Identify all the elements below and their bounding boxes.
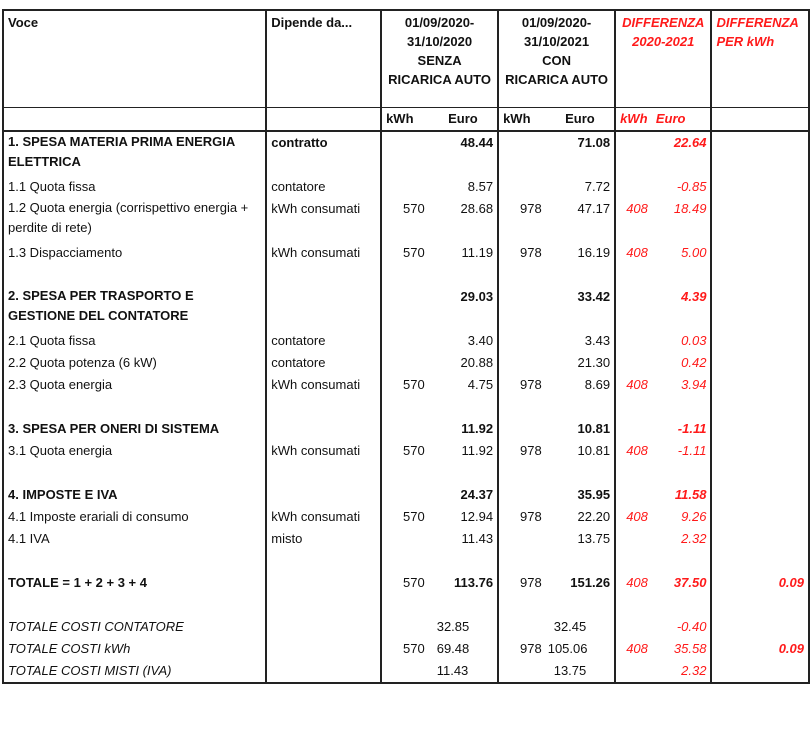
header-period-2020-line: 01/09/2020- — [404, 15, 475, 30]
difference-per-kwh — [711, 616, 809, 638]
spacer-cell — [652, 594, 712, 616]
unit-euro-2020: Euro — [429, 108, 498, 132]
table-row — [3, 528, 809, 550]
summary-row — [3, 616, 809, 638]
difference-per-kwh — [711, 198, 809, 242]
euro-difference: -0.40 — [676, 619, 707, 634]
euro-difference: 0.03 — [681, 333, 707, 348]
spacer-cell — [266, 550, 381, 572]
difference-per-kwh — [711, 418, 809, 440]
section-row — [3, 418, 809, 440]
kwh-difference: 408 — [615, 638, 652, 660]
depends-on — [266, 572, 381, 594]
header-period-2021-line: CON — [542, 53, 571, 68]
spacer-cell — [615, 264, 652, 286]
kwh-difference — [615, 131, 652, 176]
euro-2021: 32.45 — [553, 619, 587, 634]
spacer-cell — [615, 550, 652, 572]
euro-difference: 22.64 — [673, 135, 707, 150]
item-label: 2.2 Quota potenza (6 kW) — [3, 352, 266, 374]
spacer-row — [3, 264, 809, 286]
kwh-difference — [615, 176, 652, 198]
item-label: 1. SPESA MATERIA PRIMA ENERGIA ELETTRICA — [3, 131, 266, 176]
depends-on — [266, 660, 381, 683]
euro-2021: 8.69 — [584, 377, 611, 392]
spacer-row — [3, 594, 809, 616]
difference-per-kwh — [711, 286, 809, 330]
item-label: 2.1 Quota fissa — [3, 330, 266, 352]
spacer-cell — [546, 594, 615, 616]
difference-per-kwh — [711, 484, 809, 506]
header-period-2021-line: 01/09/2020- — [521, 15, 592, 30]
section-row — [3, 484, 809, 506]
spacer-cell — [266, 594, 381, 616]
kwh-2021 — [498, 352, 546, 374]
item-label: TOTALE COSTI kWh — [3, 638, 266, 660]
kwh-difference: 408 — [615, 506, 652, 528]
kwh-2020 — [381, 484, 429, 506]
item-label: TOTALE COSTI MISTI (IVA) — [3, 660, 266, 683]
item-label: 3. SPESA PER ONERI DI SISTEMA — [3, 418, 266, 440]
spacer-cell — [652, 264, 712, 286]
spacer-row — [3, 396, 809, 418]
spacer-cell — [615, 462, 652, 484]
spacer-cell — [381, 594, 429, 616]
header-difference-per-kwh — [711, 10, 809, 108]
kwh-2021: 978 — [498, 440, 546, 462]
spacer-cell — [711, 264, 809, 286]
euro-2021: 16.19 — [577, 245, 611, 260]
kwh-2021 — [498, 528, 546, 550]
euro-2021: 33.42 — [577, 289, 611, 304]
euro-difference: 4.39 — [681, 289, 707, 304]
cost-comparison-table — [2, 9, 810, 684]
kwh-2020 — [381, 330, 429, 352]
unit-euro-diff: Euro — [652, 108, 712, 132]
euro-difference: 0.42 — [681, 355, 707, 370]
depends-on — [266, 638, 381, 660]
euro-difference: 2.32 — [652, 660, 712, 683]
units-per-kwh-empty — [711, 108, 809, 132]
kwh-2021 — [498, 286, 546, 330]
kwh-difference — [615, 528, 652, 550]
euro-difference: 5.00 — [681, 245, 707, 260]
euro-2021: 13.75 — [546, 660, 615, 683]
depends-on: kWh consumati — [266, 374, 381, 396]
spacer-cell — [381, 462, 429, 484]
spacer-cell — [266, 264, 381, 286]
kwh-2021: 978 — [498, 374, 546, 396]
euro-2021: 151.26 — [570, 575, 611, 590]
table-body — [3, 131, 809, 683]
header-period-2021-line: 31/10/2021 — [524, 34, 590, 49]
depends-on — [266, 418, 381, 440]
depends-on — [266, 286, 381, 330]
kwh-2021: 978 — [498, 198, 546, 242]
depends-on: contatore — [266, 330, 381, 352]
spacer-cell — [3, 264, 266, 286]
units-dipende-empty — [266, 108, 381, 132]
header-row — [3, 10, 809, 108]
kwh-2020: 570 — [381, 506, 429, 528]
euro-2020: 24.37 — [460, 487, 494, 502]
kwh-2020 — [381, 176, 429, 198]
item-label: 4.1 Imposte erariali di consumo — [3, 506, 266, 528]
section-row — [3, 131, 809, 176]
table-row — [3, 330, 809, 352]
spacer-cell — [429, 594, 498, 616]
depends-on: kWh consumati — [266, 440, 381, 462]
summary-row — [3, 638, 809, 660]
table-row — [3, 506, 809, 528]
depends-on: contatore — [266, 352, 381, 374]
difference-per-kwh — [711, 374, 809, 396]
header-period-2021 — [498, 10, 615, 108]
header-period-2020-line: SENZA — [417, 53, 462, 68]
depends-on: misto — [266, 528, 381, 550]
item-label: 2.3 Quota energia — [3, 374, 266, 396]
kwh-2020 — [381, 131, 429, 176]
euro-difference: 35.58 — [673, 641, 707, 656]
kwh-2021 — [498, 330, 546, 352]
spacer-cell — [498, 462, 546, 484]
euro-2020: 8.57 — [467, 179, 494, 194]
spacer-row — [3, 462, 809, 484]
euro-2020: 113.76 — [454, 575, 494, 590]
euro-2020: 11.43 — [429, 660, 498, 683]
kwh-difference — [615, 484, 652, 506]
table-row — [3, 198, 809, 242]
spacer-cell — [498, 264, 546, 286]
kwh-2020: 570 — [381, 440, 429, 462]
item-label: 1.2 Quota energia (corrispettivo energia + perdite di rete) — [3, 198, 266, 242]
euro-difference: -1.11 — [677, 421, 707, 436]
difference-per-kwh — [711, 352, 809, 374]
kwh-difference: 408 — [615, 374, 652, 396]
table-row — [3, 374, 809, 396]
table-row — [3, 176, 809, 198]
euro-2020: 29.03 — [460, 289, 494, 304]
spacer-cell — [3, 462, 266, 484]
spacer-cell — [615, 396, 652, 418]
section-row — [3, 286, 809, 330]
spacer-cell — [3, 550, 266, 572]
units-row — [3, 108, 809, 132]
depends-on: kWh consumati — [266, 198, 381, 242]
euro-2020: 3.40 — [467, 333, 494, 348]
kwh-2020 — [381, 616, 429, 638]
spacer-cell — [546, 550, 615, 572]
spacer-cell — [429, 264, 498, 286]
unit-kwh-2020: kWh — [381, 108, 429, 132]
kwh-2021: 978 — [498, 638, 546, 660]
spacer-cell — [381, 264, 429, 286]
spacer-cell — [652, 462, 712, 484]
difference-per-kwh — [711, 330, 809, 352]
kwh-difference — [615, 330, 652, 352]
total-row — [3, 572, 809, 594]
kwh-2021 — [498, 131, 546, 176]
table-row — [3, 352, 809, 374]
euro-2021: 47.17 — [577, 201, 611, 216]
euro-difference: 11.58 — [674, 487, 707, 502]
euro-difference: -1.11 — [677, 443, 707, 458]
euro-difference: 2.32 — [681, 531, 707, 546]
kwh-difference — [615, 286, 652, 330]
kwh-difference: 408 — [615, 242, 652, 264]
summary-row — [3, 660, 809, 683]
item-label: 1.1 Quota fissa — [3, 176, 266, 198]
euro-2021: 10.81 — [577, 443, 611, 458]
item-label: 4.1 IVA — [3, 528, 266, 550]
difference-per-kwh — [711, 506, 809, 528]
euro-2021: 10.81 — [577, 421, 611, 436]
kwh-2021: 978 — [498, 242, 546, 264]
header-difference-per-kwh-line: DIFFERENZA — [716, 15, 799, 30]
difference-per-kwh — [711, 660, 809, 683]
kwh-difference — [615, 418, 652, 440]
depends-on: contatore — [266, 176, 381, 198]
kwh-2021 — [498, 418, 546, 440]
kwh-difference: 408 — [615, 198, 652, 242]
kwh-2021 — [498, 616, 546, 638]
spacer-cell — [498, 550, 546, 572]
depends-on: kWh consumati — [266, 242, 381, 264]
depends-on: contratto — [266, 131, 381, 176]
item-label: 4. IMPOSTE E IVA — [3, 484, 266, 506]
euro-difference: 9.26 — [681, 509, 707, 524]
item-label: TOTALE COSTI CONTATORE — [3, 616, 266, 638]
header-difference — [615, 10, 711, 108]
kwh-2020: 570 — [381, 638, 429, 660]
euro-difference: 3.94 — [681, 377, 707, 392]
kwh-2020 — [381, 286, 429, 330]
euro-difference: 37.50 — [673, 575, 707, 590]
kwh-2020: 570 — [381, 242, 429, 264]
spacer-cell — [546, 462, 615, 484]
item-label: 1.3 Dispacciamento — [3, 242, 266, 264]
euro-2020: 11.92 — [461, 421, 494, 436]
kwh-2021 — [498, 176, 546, 198]
spacer-cell — [429, 550, 498, 572]
header-difference-line: 2020-2021 — [632, 34, 695, 49]
spacer-cell — [711, 550, 809, 572]
euro-2020: 11.19 — [461, 245, 494, 260]
spacer-cell — [498, 594, 546, 616]
item-label: 3.1 Quota energia — [3, 440, 266, 462]
spacer-cell — [266, 462, 381, 484]
spacer-cell — [615, 594, 652, 616]
difference-per-kwh — [711, 528, 809, 550]
spacer-cell — [652, 550, 712, 572]
unit-kwh-2021: kWh — [498, 108, 546, 132]
kwh-difference — [615, 616, 652, 638]
euro-2020: 28.68 — [460, 201, 494, 216]
header-period-2020-line: RICARICA AUTO — [388, 72, 491, 87]
kwh-2020: 570 — [381, 374, 429, 396]
euro-2021: 105.06 — [547, 641, 588, 656]
difference-per-kwh: 0.09 — [711, 638, 809, 660]
difference-per-kwh — [711, 176, 809, 198]
kwh-2020 — [381, 352, 429, 374]
header-dipende: Dipende da... — [266, 10, 381, 108]
difference-per-kwh — [711, 440, 809, 462]
spacer-cell — [652, 396, 712, 418]
spacer-cell — [711, 396, 809, 418]
euro-difference: -0.85 — [676, 179, 707, 194]
spacer-cell — [429, 462, 498, 484]
difference-per-kwh — [711, 131, 809, 176]
header-difference-per-kwh-line: PER kWh — [716, 34, 775, 49]
kwh-2021: 978 — [498, 506, 546, 528]
unit-euro-2021: Euro — [546, 108, 615, 132]
kwh-difference: 408 — [615, 440, 652, 462]
euro-2021: 35.95 — [577, 487, 611, 502]
header-voce: Voce — [3, 10, 266, 108]
header-period-2020 — [381, 10, 498, 108]
units-voce-empty — [3, 108, 266, 132]
euro-2020: 69.48 — [436, 641, 470, 656]
euro-2020: 12.94 — [460, 509, 494, 524]
euro-2021: 7.72 — [584, 179, 611, 194]
depends-on — [266, 616, 381, 638]
spacer-cell — [711, 594, 809, 616]
depends-on: kWh consumati — [266, 506, 381, 528]
spacer-row — [3, 550, 809, 572]
euro-2020: 20.88 — [460, 355, 494, 370]
kwh-2020 — [381, 528, 429, 550]
header-period-2020-line: 31/10/2020 — [407, 34, 473, 49]
spacer-cell — [711, 462, 809, 484]
kwh-difference — [615, 660, 652, 683]
header-period-2021-line: RICARICA AUTO — [505, 72, 608, 87]
euro-2021: 13.75 — [577, 531, 611, 546]
euro-2021: 22.20 — [577, 509, 611, 524]
kwh-2020: 570 — [381, 572, 429, 594]
item-label: TOTALE = 1 + 2 + 3 + 4 — [3, 572, 266, 594]
kwh-2021 — [498, 484, 546, 506]
euro-2021: 71.08 — [577, 135, 611, 150]
table-row — [3, 242, 809, 264]
spacer-cell — [546, 396, 615, 418]
euro-2020: 48.44 — [460, 135, 494, 150]
euro-2021: 3.43 — [584, 333, 611, 348]
kwh-2020: 570 — [381, 198, 429, 242]
spacer-cell — [429, 396, 498, 418]
table-row — [3, 440, 809, 462]
euro-2020: 11.43 — [461, 531, 494, 546]
euro-2020: 32.85 — [436, 619, 470, 634]
spacer-cell — [3, 594, 266, 616]
kwh-2020 — [381, 418, 429, 440]
header-difference-line: DIFFERENZA — [622, 15, 705, 30]
euro-2020: 4.75 — [467, 377, 494, 392]
kwh-difference: 408 — [615, 572, 652, 594]
spacer-cell — [381, 396, 429, 418]
difference-per-kwh: 0.09 — [711, 572, 809, 594]
spacer-cell — [266, 396, 381, 418]
kwh-2021 — [498, 660, 546, 683]
spacer-cell — [498, 396, 546, 418]
difference-per-kwh — [711, 242, 809, 264]
euro-2021: 21.30 — [577, 355, 611, 370]
kwh-2021: 978 — [498, 572, 546, 594]
kwh-difference — [615, 352, 652, 374]
euro-2020: 11.92 — [461, 443, 494, 458]
unit-kwh-diff: kWh — [615, 108, 652, 132]
euro-difference: 18.49 — [673, 201, 707, 216]
spacer-cell — [546, 264, 615, 286]
spacer-cell — [3, 396, 266, 418]
spacer-cell — [381, 550, 429, 572]
kwh-2020 — [381, 660, 429, 683]
depends-on — [266, 484, 381, 506]
item-label: 2. SPESA PER TRASPORTO E GESTIONE DEL CONTATORE — [3, 286, 266, 330]
